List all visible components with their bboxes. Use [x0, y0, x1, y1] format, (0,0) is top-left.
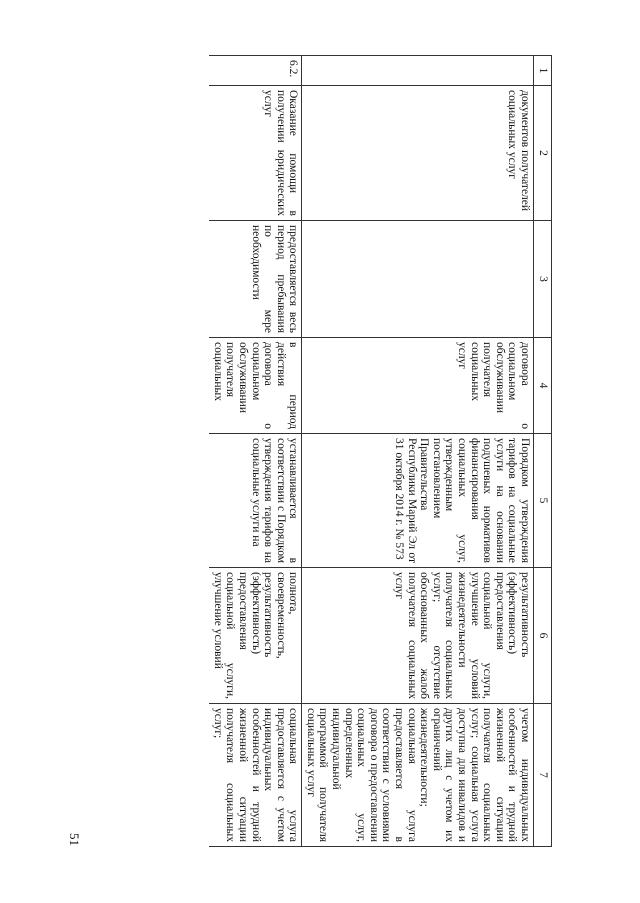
header-cell: 4 — [534, 338, 552, 434]
header-cell: 5 — [534, 434, 552, 568]
page-number: 51 — [67, 833, 82, 846]
cell-service-name: Оказание помощи в получении юридических услуг — [209, 86, 302, 221]
cell-period — [302, 221, 534, 338]
header-row — [534, 56, 552, 847]
cell-service-name: документов получателей социальных услуг — [302, 86, 534, 221]
table-row — [209, 56, 302, 847]
cell-indicators: полнота, своевременность, результативность (эффективность) предоставления социальной услуги, улучшение условий — [209, 568, 302, 704]
cell-conditions: учетом индивидуальных особенностей и трудной жизненной ситуации получателя социальных услуг; социальная услуга доступна для инвалидов и других лиц с учетом их ограничений жизнедеятельности; социальная услуга предоставляется в соответствии с условиями договора о предоставлении социальных услуг, определенных индивидуальной программой получателя социальных услуг — [302, 704, 534, 847]
services-table — [209, 55, 552, 847]
cell-number — [302, 56, 534, 86]
header-cell: 1 — [534, 56, 552, 86]
cell-period: предоставляется весь период пребывания по мере необходимости — [209, 221, 302, 338]
cell-number: 6.2. — [209, 56, 302, 86]
cell-indicators: результативность (эффективность) предоставления социальной услуги, улучшение условий жизнедеятельности получателя социальных услуг; отсутствие обоснованных жалоб получателя социальных услуг — [302, 568, 534, 704]
table-row — [302, 56, 534, 847]
header-cell: 2 — [534, 86, 552, 221]
header-cell: 6 — [534, 568, 552, 704]
header-cell: 3 — [534, 221, 552, 338]
cell-conditions: социальная услуга предоставляется с учетом индивидуальных особенностей и трудной жизненной ситуации получателя социальных услуг; — [209, 704, 302, 847]
cell-term: в период действия договора о социальном обслуживании получателя социальных — [209, 338, 302, 434]
cell-tariff: устанавливается в соответствии с Порядком утверждения тарифов на социальные услуги на — [209, 434, 302, 568]
header-cell: 7 — [534, 704, 552, 847]
cell-tariff: Порядком утверждения тарифов на социальные услуги на основании подушевых нормативов финансирования социальных услуг, утвержденным постановлением Правительства Республики Марий Эл от 31 октября 2014 г. № 573 — [302, 434, 534, 568]
cell-term: договора о социальном обслуживании получателя социальных услуг — [302, 338, 534, 434]
